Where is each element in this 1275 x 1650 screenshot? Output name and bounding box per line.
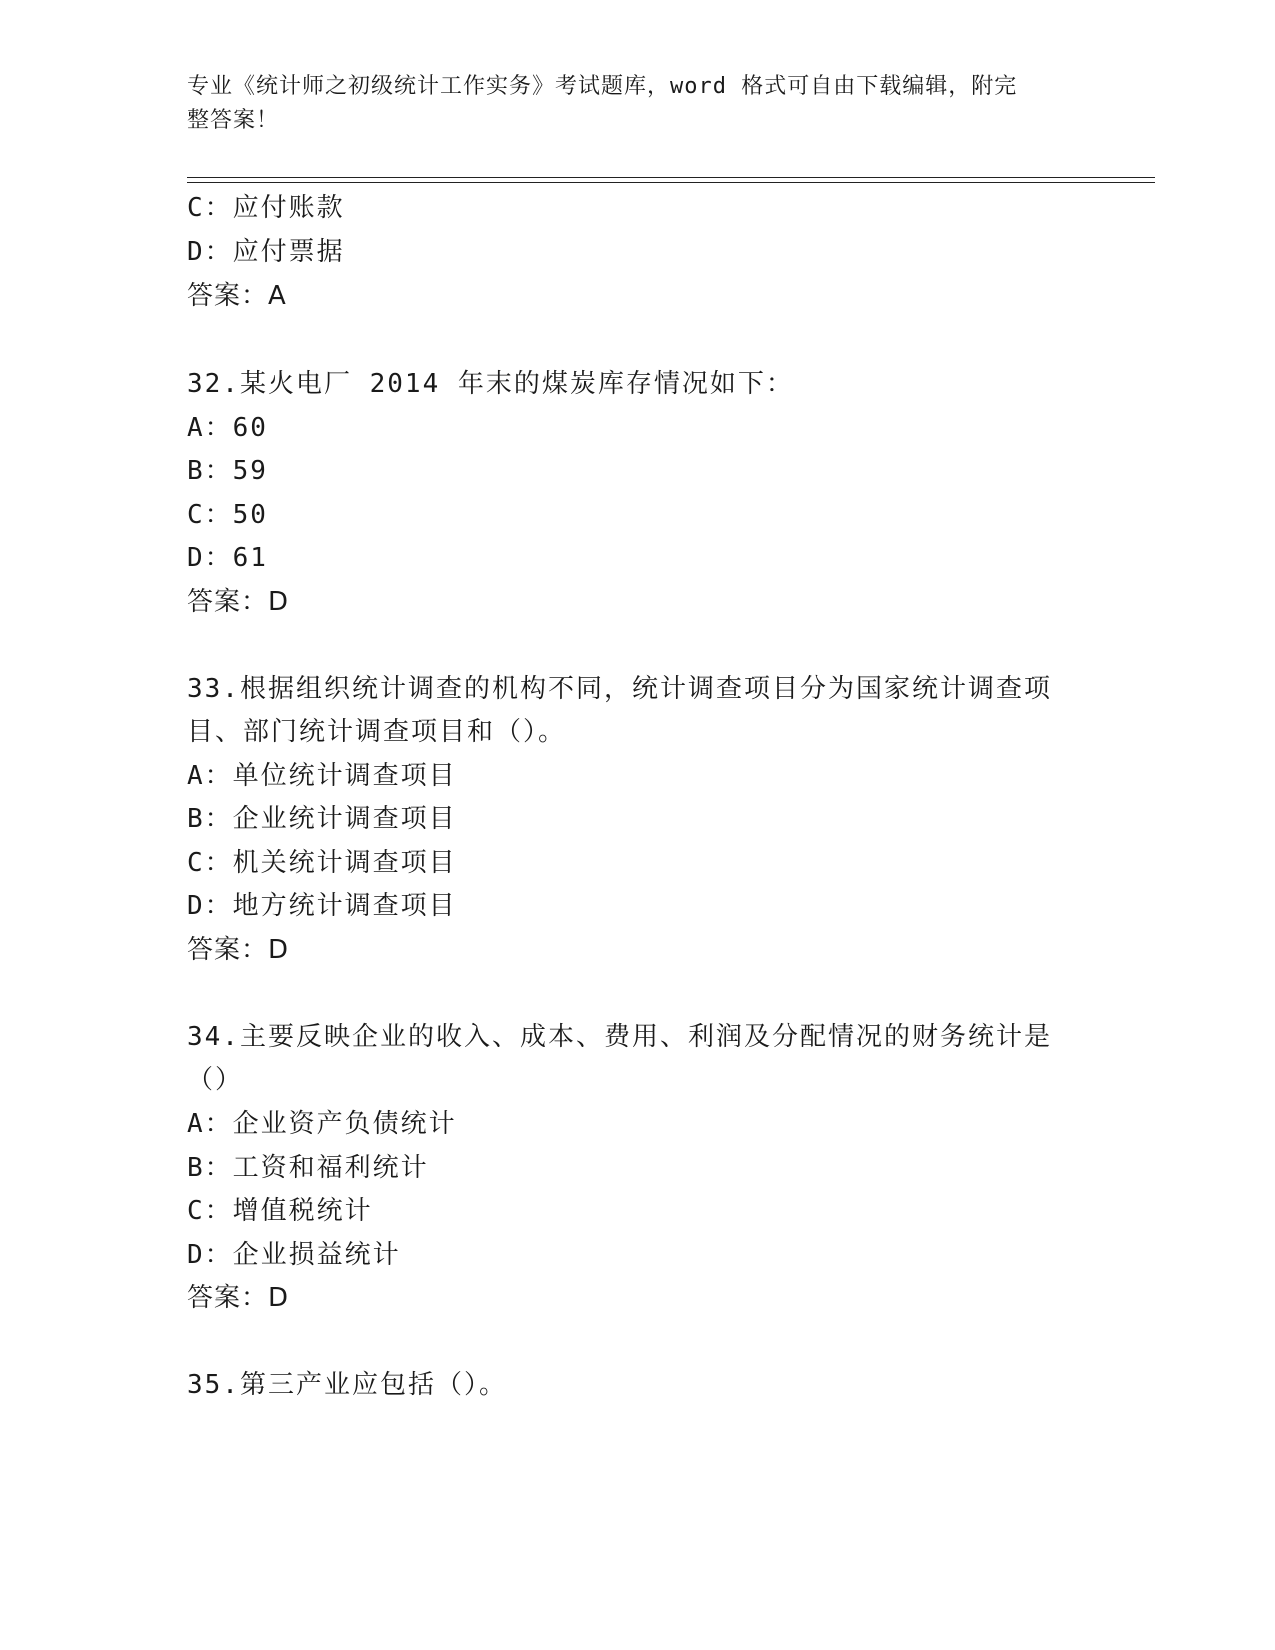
option-d: D：应付票据: [187, 237, 345, 267]
question-32-option-c: C：50: [187, 500, 268, 530]
answer: 答案：A: [187, 281, 287, 311]
header-divider-top: [187, 177, 1155, 178]
question-33-option-c: C：机关统计调查项目: [187, 848, 457, 878]
option-c: C：应付账款: [187, 193, 345, 223]
document-header: [187, 70, 1067, 138]
question-33-option-d: D：地方统计调查项目: [187, 891, 457, 921]
question-32-option-a: A：60: [187, 413, 268, 443]
question-32-option-b: B：59: [187, 456, 268, 486]
header-line-1: 专业《统计师之初级统计工作实务》考试题库，word 格式可自由下载编辑，附完: [187, 74, 1018, 99]
question-33-stem-line-1: 33.根据组织统计调查的机构不同，统计调查项目分为国家统计调查项: [187, 674, 1052, 704]
question-34-option-d: D：企业损益统计: [187, 1240, 401, 1270]
question-33-stem-line-2: 目、部门统计调查项目和（）。: [187, 717, 567, 747]
question-34-option-c: C：增值税统计: [187, 1196, 373, 1226]
question-33-answer: 答案：D: [187, 935, 290, 965]
question-32-option-d: D：61: [187, 543, 268, 573]
question-35-stem: 35.第三产业应包括（）。: [187, 1370, 507, 1400]
question-34-option-a: A：企业资产负债统计: [187, 1109, 457, 1139]
header-divider-bottom: [187, 182, 1155, 183]
question-33-option-a: A：单位统计调查项目: [187, 761, 457, 791]
question-34-stem-line-2: （）: [187, 1065, 244, 1095]
question-34-answer: 答案：D: [187, 1283, 290, 1313]
question-34-option-b: B：工资和福利统计: [187, 1153, 429, 1183]
question-34-stem-line-1: 34.主要反映企业的收入、成本、费用、利润及分配情况的财务统计是: [187, 1022, 1052, 1052]
header-line-2: 整答案！: [187, 108, 280, 133]
question-32-stem: 32.某火电厂 2014 年末的煤炭库存情况如下：: [187, 369, 794, 399]
question-33-option-b: B：企业统计调查项目: [187, 804, 457, 834]
question-32-answer: 答案：D: [187, 587, 290, 617]
